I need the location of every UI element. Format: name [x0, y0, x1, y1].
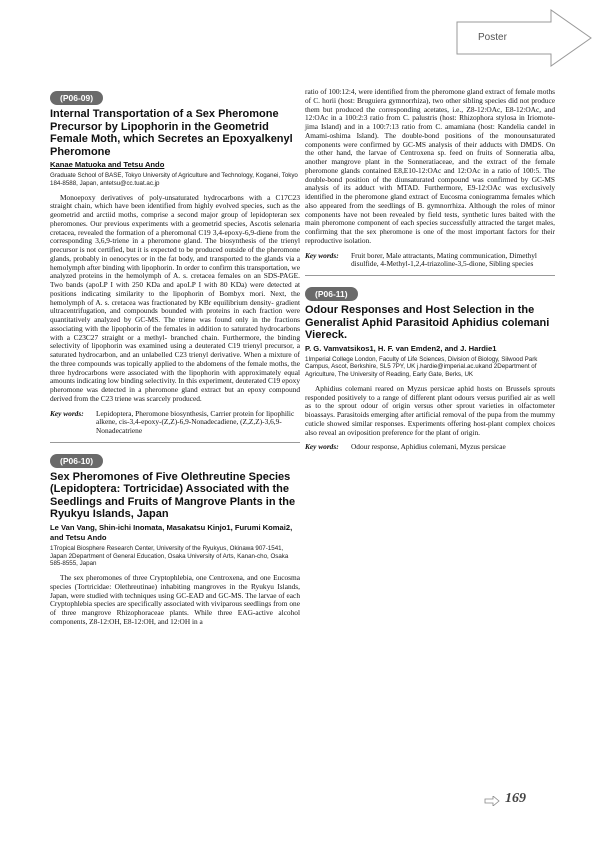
- keywords-value: Lepidoptera, Pheromone biosynthesis, Carrier protein for lipophilic alkene, cis-3,4-epoxy-(Z,Z)-6,9-Nonadecadiene, (Z,Z,Z)-3,6,9-Nonadecatriene: [96, 408, 295, 436]
- keywords-value: Fruit borer, Male attractants, Mating communication, Dimethyl disulfide, 4-Methyl-1,2,4-triazoline-3,5-dione, Sibling species: [351, 250, 537, 269]
- article-keywords: [305, 443, 555, 452]
- article-divider: [305, 275, 555, 276]
- article-p06-10: [50, 451, 300, 627]
- article-authors: Kanae Matuoka and Tetsu Ando: [50, 160, 165, 169]
- keywords-label: Key words:: [50, 408, 84, 418]
- arrow-tab-icon: [455, 8, 595, 68]
- article-p06-11: [305, 284, 555, 452]
- article-authors: Le Van Vang, Shin-ichi Inomata, Masakatsu Kinjo1, Furumi Komai2, and Tetsu Ando: [50, 522, 293, 542]
- article-title: Odour Responses and Host Selection in the Generalist Aphid Parasitoid Aphidius colemani Viereck.: [305, 304, 550, 341]
- article-title: Internal Transportation of a Sex Pheromone Precursor by Lipophorin in the Geometrid Female Moth, which Secretes an Epoxyalkenyl Pheromone: [50, 108, 293, 158]
- article-body: Monoepoxy derivatives of poly-unsaturated hydrocarbons with a C17C23 straight chain, which have been identified from highly evolved species, such as the geometrid and arctiid moths, comprise a second major group of lepidopteran sex pheromones. Our previous experiments with a geometrid species, Ascotis selenaria cretacea, revealed the formation of a pheromonal C19 3,4-epoxy-6,9-diene from the corresponding 3,6,9-triene in a pheromone gland. The biosynthesis of the trienyl precursor is not certified, but it is expected to be produced outside of the pheromone glands, probably in oenocytes or in the fat body, and transported to the glands via a hemolymph after binding with lipophorin. In order to confirm this transportation, we analyzed proteins in the hemolymph of A. s. cretacea females on an SDS-PAGE. Two bands (apoLP I with 250 KDa and apoLP I with 80 KDa) were detected at positions indicating similarity to the lipophorin of Bombyx mori. Next, the hemolymph of A. s. cretacea was fractionated by KBr equilibrium density- gradient ultracentrifugation, and compounds bounded with proteins in each fraction were quantitatively analyzed by GC-MS. The triene was found only in the fractions associating with the lipophorin of the females in addition to saturated hydrocarbons with a C23C27 straight or a methyl- branched chain. Furthermore, the binding selectivity of lipophorin was examined using a deuterated C19 trienyl precursor, a saturated hydrocarbon, and an unlabelled C23 trienyl derivative. When a mixture of the three compounds was topically applied to the abdomens of the female moths, the three hydrocarbons were associated with the lipophorin with approximately equal amounts indicating low binding selectivity. In this experiment, deuterated C19 epoxy pheromone was detected in a pheromone gland extract but an epoxy compound derived from the C23 triene was scarcely produced.: [50, 192, 300, 403]
- page-number: 169: [505, 791, 526, 806]
- article-keywords: [305, 252, 555, 270]
- article-body-part2: ratio of 100:12:4, were identified from the pheromone gland extract of female moths of C. horii (host: Bruguiera gymnorrhiza), two other sibling species did not produce them but produced the corresponding acetates, i.e., Z8-12:OAc, E8-12:OAc, and 12:OAc in a 100:2:3 ratio from C. palustris (host: Rhizophora stylosa in Iriomote-jima Island) and in a 100:7:13 ratio from C. amamiana (host: Kandelia candel in Amami-oshima Island). The double-bond positions of the monounsaturated components were confirmed by GC-MS analysis of their adducts with DMDS. On the other hand, the larvae of Centroxena sp. feed on fruits of Sonneratia alba, another mangrove plant in the Sonneratiaceae, and the extract of the female pheromone glands contained E8,E10-12:OAc and 12:OAc in a ratio of 100:5. The double-bond position of the diunsaturated compound was confirmed by GC-MS analysis of its adduct with MTAD. Furthermore, E9-12:OAc was exclusively identified in the pheromone gland extract of Eucosma coniogramma females which also appeared from the seedlings of B. gymnorrhiza. Although the roles of minor components have not been revealed by field tests, synthetic lures baited with the main pheromone component of each species successfully attracted the target males, confirming that the sex pheromone is one of the most important factors for their reproductive isolation.: [305, 87, 555, 245]
- article-authors: P. G. Vamvatsikos1, H. F. van Emden2, and J. Hardie1: [305, 343, 497, 353]
- article-p06-10-continued: [305, 88, 555, 269]
- left-column: [50, 88, 300, 627]
- article-body-part1: The sex pheromones of three Cryptophlebia, one Centroxena, and one Eucosma species (Tortricidae: Olethreutinae) inhabiting mangroves in the Ryukyu Islands, Japan, were studied with techniques using GC-EAD and GC-MS. The larvae of each Cryptophlebia species are specifically associated with viviparous seedlings from one of three mangrove Rhizophoraceae plants. While three EAG-active alcohol components, Z8-12:OH, E8-12:OH, and 12:OH in a: [50, 573, 300, 626]
- article-affiliation: 1Imperial College London, Faculty of Life Sciences, Division of Biology, Silwood Park Campus, Ascot, Berkshire, SL5 7PY, UK j.hardie@imperial.ac.ukand 2Department of Agriculture, The University of Reading, Early Gate, Berks, UK: [305, 355, 538, 379]
- article-body: Aphidius colemani reared on Myzus persicae aphid hosts on Brussels sprouts responded positively to a range of different plant odours versus purified air as well as to the sprout odour of origin versus other sprout varieties in olfactometer bioassays. Parasitoids emerging after artificial removal of the pupa from the mummy cuticle showed similar responses. Experiments offering host-plant complex choices also reveal an oviposition preference for the plant of origin.: [305, 383, 555, 437]
- article-affiliation: 1Tropical Biosphere Research Center, University of the Ryukyus, Okinawa 907-1541, Japan 2Department of General Education, Osaka University of Arts, Kanan-cho, Osaka 585-8555, Japan: [50, 544, 289, 568]
- keywords-label: Key words:: [305, 442, 339, 452]
- poster-tab: [455, 8, 595, 68]
- keywords-label: Key words:: [305, 250, 339, 260]
- article-divider: [50, 442, 300, 443]
- keywords-value: Odour response, Aphidius colemani, Myzus persicae: [351, 442, 506, 452]
- article-title: Sex Pheromones of Five Olethreutine Species (Lepidoptera: Tortricidae) Associated with the Seedlings and Fruits of Mangrove Plants in the Ryukyu Islands, Japan: [50, 470, 296, 521]
- article-id-badge: (P06-09): [50, 91, 103, 105]
- article-id-badge: (P06-11): [305, 287, 358, 301]
- section-label: Poster: [478, 32, 507, 43]
- next-arrow-icon: [484, 796, 500, 806]
- article-p06-09: [50, 88, 300, 436]
- article-keywords: [50, 410, 300, 436]
- article-id-badge: (P06-10): [50, 454, 103, 468]
- article-affiliation: Graduate School of BASE, Tokyo University of Agriculture and Technology, Koganei, Tokyo 184-8588, Japan, antetsu@cc.tuat.ac.jp: [50, 172, 298, 187]
- right-column: [305, 88, 555, 452]
